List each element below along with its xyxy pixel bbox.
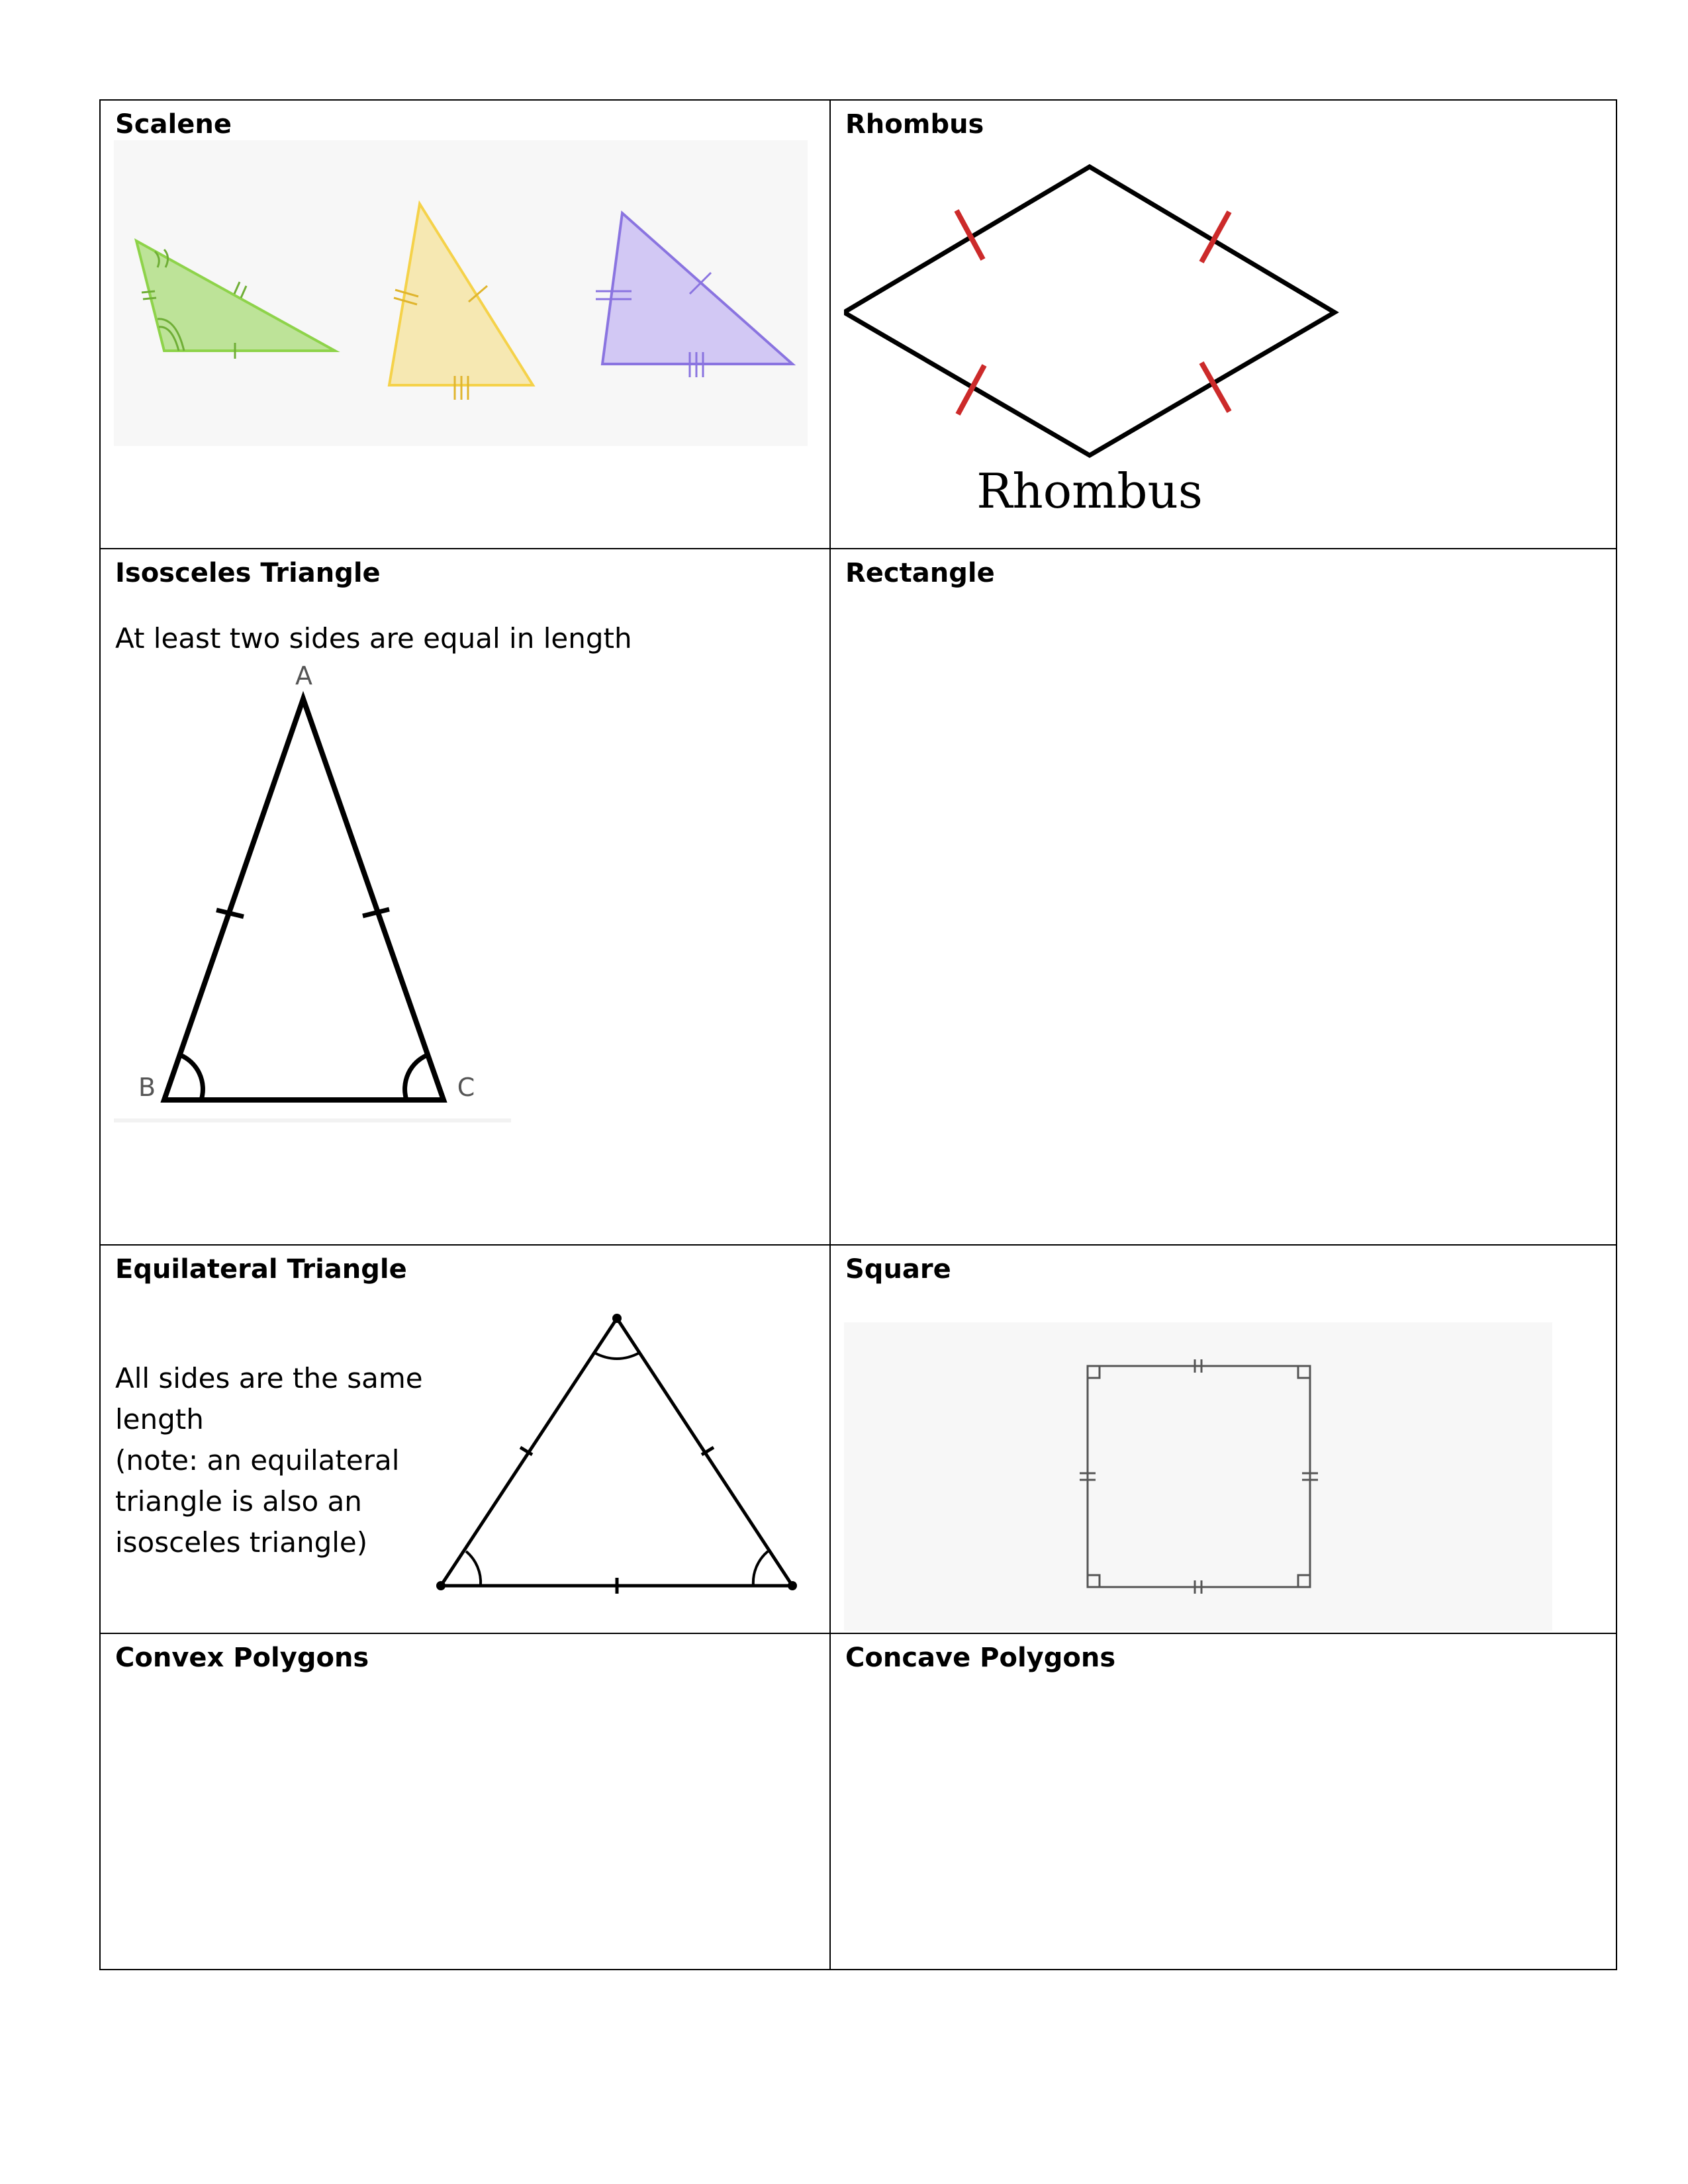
cell-title-equilateral: Equilateral Triangle bbox=[115, 1254, 407, 1285]
vertex-label-b: B bbox=[138, 1073, 156, 1102]
rhombus-figure bbox=[844, 154, 1347, 524]
cell-equilateral bbox=[101, 1246, 829, 1633]
vertex-label-c: C bbox=[457, 1073, 475, 1102]
cell-square bbox=[831, 1246, 1616, 1633]
isosceles-triangle-figure bbox=[114, 662, 524, 1178]
cell-isosceles bbox=[101, 549, 829, 1244]
cell-title-rhombus: Rhombus bbox=[845, 109, 984, 140]
cell-rhombus bbox=[831, 101, 1616, 548]
vertex-label-a: A bbox=[295, 662, 312, 690]
shapes-table bbox=[99, 99, 1617, 1970]
cell-convex-polygons bbox=[101, 1634, 829, 1969]
equilateral-description bbox=[115, 1358, 423, 1563]
equilateral-triangle-figure bbox=[432, 1305, 802, 1596]
cell-rectangle bbox=[831, 549, 1616, 1244]
cell-title-isosceles: Isosceles Triangle bbox=[115, 558, 381, 588]
cell-title-convex: Convex Polygons bbox=[115, 1643, 369, 1673]
scalene-triangles-figure bbox=[114, 140, 808, 446]
equilateral-description-line-1: All sides are the same bbox=[115, 1362, 423, 1394]
equilateral-description-line-2: length bbox=[115, 1403, 204, 1435]
equilateral-description-line-5: isosceles triangle) bbox=[115, 1526, 368, 1559]
rhombus-caption: Rhombus bbox=[976, 463, 1203, 519]
cell-title-square: Square bbox=[845, 1254, 951, 1285]
cell-title-scalene: Scalene bbox=[115, 109, 232, 140]
equilateral-description-line-4: triangle is also an bbox=[115, 1485, 362, 1518]
equilateral-description-line-3: (note: an equilateral bbox=[115, 1444, 400, 1477]
square-figure bbox=[844, 1322, 1552, 1631]
cell-scalene bbox=[101, 101, 829, 548]
cell-title-concave: Concave Polygons bbox=[845, 1643, 1116, 1673]
isosceles-description: At least two sides are equal in length bbox=[115, 622, 632, 655]
cell-title-rectangle: Rectangle bbox=[845, 558, 995, 588]
cell-concave-polygons bbox=[831, 1634, 1616, 1969]
